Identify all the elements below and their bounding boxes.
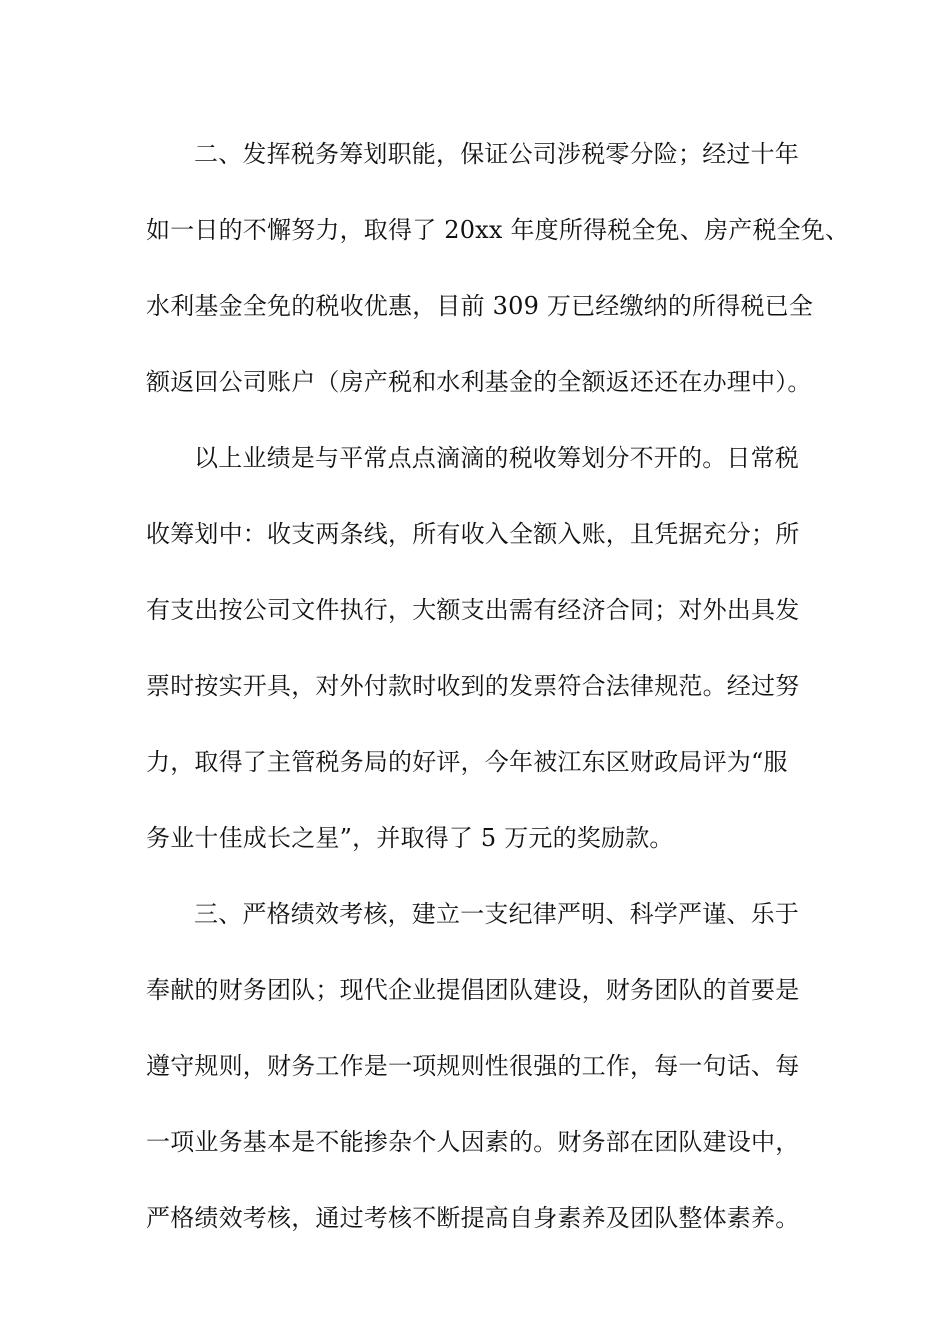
paragraph-line: 票时按实开具，对外付款时收到的发票符合法律规范。经过努 xyxy=(146,672,800,700)
paragraph-line: 三、严格绩效考核，建立一支纪律严明、科学严谨、乐于 xyxy=(194,900,799,928)
paragraph-line: 有支出按公司文件执行，大额支出需有经济合同；对外出具发 xyxy=(146,596,800,624)
paragraph-line: 奉献的财务团队；现代企业提倡团队建设，财务团队的首要是 xyxy=(146,976,800,1004)
paragraph-line: 一项业务基本是不能掺杂个人因素的。财务部在团队建设中， xyxy=(146,1128,800,1156)
paragraph-line: 遵守规则，财务工作是一项规则性很强的工作，每一句话、每 xyxy=(146,1052,800,1080)
paragraph-achievements xyxy=(146,432,810,888)
paragraph-tax-planning xyxy=(146,128,850,432)
paragraph-performance-review xyxy=(146,888,810,1268)
paragraph-line: 收筹划中：收支两条线，所有收入全额入账，且凭据充分；所 xyxy=(146,520,800,548)
paragraph-line: 严格绩效考核，通过考核不断提高自身素养及团队整体素养。 xyxy=(146,1204,800,1232)
paragraph-line: 以上业绩是与平常点点滴滴的税收筹划分不开的。日常税 xyxy=(194,444,799,472)
paragraph-line: 二、发挥税务筹划职能，保证公司涉税零分险；经过十年 xyxy=(194,140,799,168)
paragraph-line: 额返回公司账户（房产税和水利基金的全额返还还在办理中）。 xyxy=(146,368,812,396)
paragraph-line: 水利基金全免的税收优惠，目前 309 万已经缴纳的所得税已全 xyxy=(146,292,814,320)
document-body xyxy=(146,128,850,1268)
paragraph-line: 如一日的不懈努力，取得了 20xx 年度所得税全免、房产税全免、 xyxy=(146,216,850,244)
paragraph-line: 务业十佳成长之星”，并取得了 5 万元的奖励款。 xyxy=(146,824,674,852)
paragraph-line: 力，取得了主管税务局的好评，今年被江东区财政局评为“服 xyxy=(146,748,788,776)
